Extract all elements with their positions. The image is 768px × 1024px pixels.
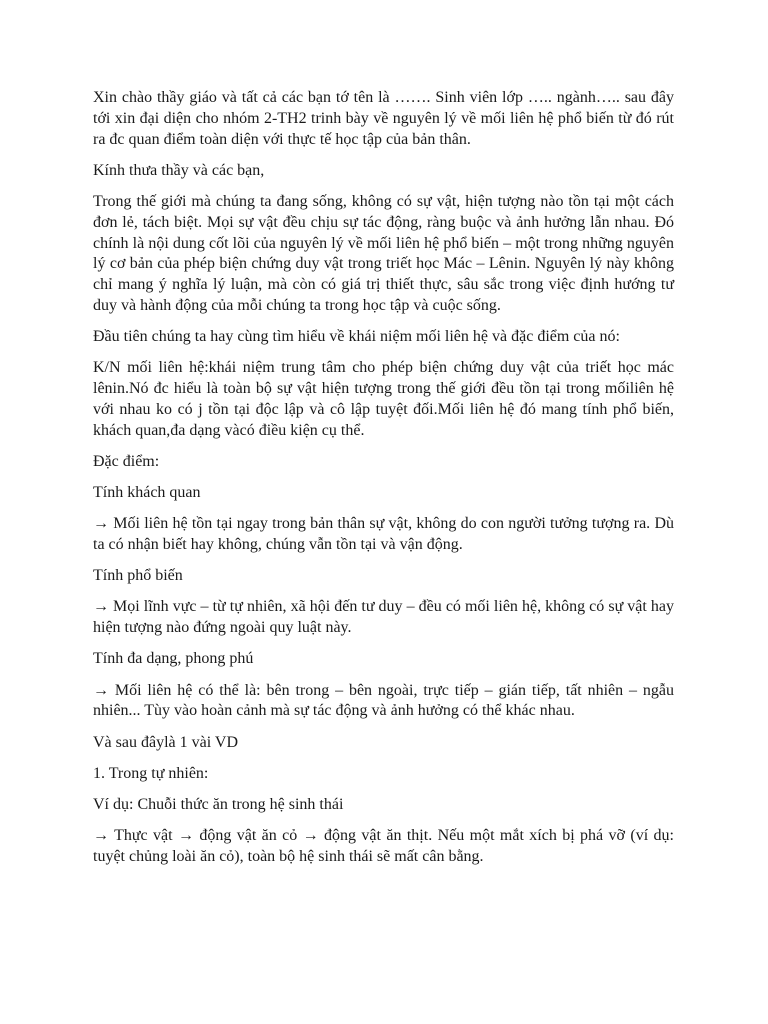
subheading-diverse: Tính đa dạng, phong phú xyxy=(93,650,254,668)
paragraph-food-chain: → Thực vật → động vật ăn cỏ → động vật ăn thịt. Nếu một mắt xích bị phá vỡ (ví dụ: tuyệt chủng loài ăn cỏ), toàn bộ hệ sinh thái sẽ mất cân bằng. xyxy=(93,827,674,865)
paragraph-universal: → Mọi lĩnh vực – từ tự nhiên, xã hội đến tư duy – đều có mối liên hệ, không có sự vật hay hiện tượng nào đứng ngoài quy luật này. xyxy=(93,598,674,637)
subheading-universal: Tính phổ biến xyxy=(93,567,183,585)
subheading-objective: Tính khách quan xyxy=(93,484,201,502)
heading-characteristics: Đặc điểm: xyxy=(93,452,160,470)
paragraph-context: Trong thế giới mà chúng ta đang sống, không có sự vật, hiện tượng nào tồn tại một cách đơn lẻ, tách biệt. Mọi sự vật đều chịu sự tác động, ràng buộc và ảnh hưởng lẫn nhau. Đó chính là nội dung cốt lõi của nguyên lý về mối liên hệ phổ biến – một trong những nguyên lý cơ bản của phép biện chứng duy vật trong triết học Mác – Lênin. Nguyên lý này không chỉ mang ý nghĩa lý luận, mà còn có giá trị thiết thực, sâu sắc trong việc định hướng tư duy và hành động của mỗi chúng ta trong học tập và cuộc sống. xyxy=(93,192,674,314)
heading-nature: 1. Trong tự nhiên: xyxy=(93,764,209,782)
paragraph-intro: Xin chào thầy giáo và tất cả các bạn tớ tên là ……. Sinh viên lớp ….. ngành….. sau đây tới xin đại diện cho nhóm 2-TH2 trinh bày về nguyên lý về mối liên hệ phổ biến từ đó rút ra đc quan điểm toàn diện với thực tế học tập của bản thân. xyxy=(93,89,674,148)
paragraph-diverse: → Mối liên hệ có thể là: bên trong – bên ngoài, trực tiếp – gián tiếp, tất nhiên – ngẫu nhiên... Tùy vào hoàn cảnh mà sự tác động và ảnh hưởng có thể khác nhau. xyxy=(93,681,674,720)
paragraph-objective: → Mối liên hệ tồn tại ngay trong bản thân sự vật, không do con người tưởng tượng ra. Dù ta có nhận biết hay không, chúng vẫn tồn tại và vận động. xyxy=(93,515,674,554)
paragraph-greeting: Kính thưa thầy và các bạn, xyxy=(93,161,265,179)
paragraph-examples-intro: Và sau đâylà 1 vài VD xyxy=(93,733,238,751)
paragraph-lead-in: Đầu tiên chúng ta hay cùng tìm hiểu về khái niệm mối liên hệ và đặc điểm của nó: xyxy=(93,328,620,346)
example-food-chain: Ví dụ: Chuỗi thức ăn trong hệ sinh thái xyxy=(93,795,344,813)
paragraph-definition: K/N mối liên hệ:khái niệm trung tâm cho phép biện chứng duy vật của triết học mác lênin.Nó đc hiểu là toàn bộ sự vật hiện tượng trong thế giới đều tồn tại trong mốiliên hệ với nhau ko có j tồn tại độc lập và cô lập tuyệt đối.Mối liên hệ đó mang tính phổ biến, khách quan,đa dạng vàcó điều kiện cụ thể. xyxy=(93,359,674,439)
